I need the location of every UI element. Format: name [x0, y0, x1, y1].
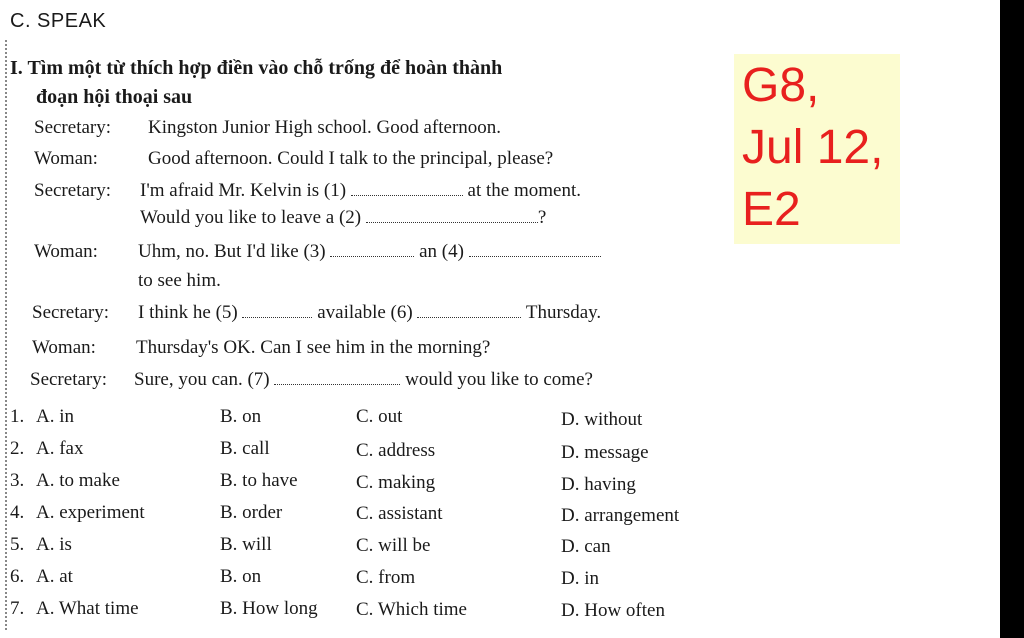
instruction-number: I.	[10, 57, 23, 79]
note-line-2: Jul 12,	[742, 121, 884, 174]
speaker: Secretary:	[30, 369, 108, 390]
option-num: 5.	[10, 534, 25, 555]
dialogue-text: Kingston Junior High school. Good afternoon.	[148, 117, 502, 138]
dialogue-line-9	[30, 369, 593, 391]
left-dotted-margin	[5, 40, 7, 630]
speaker: Secretary:	[32, 302, 110, 323]
option-a: A. experiment	[36, 502, 145, 523]
dialogue-line-6	[138, 270, 221, 292]
instruction	[10, 54, 710, 112]
option-c: C. making	[356, 472, 436, 493]
option-b: B. on	[220, 566, 262, 587]
option-a: A. What time	[36, 598, 139, 619]
blank-3	[330, 242, 414, 257]
option-a: A. is	[36, 534, 72, 555]
instruction-line2: đoạn hội thoại sau	[36, 86, 193, 108]
blank-4	[469, 242, 601, 257]
option-b: B. How long	[220, 598, 318, 619]
option-c: C. assistant	[356, 503, 443, 524]
option-b: B. to have	[220, 470, 298, 491]
blank-6	[417, 303, 521, 318]
dialogue-line-2	[34, 148, 553, 170]
note-line-1: G8,	[742, 59, 820, 112]
speaker: Woman:	[32, 337, 96, 358]
dialogue-text: Thursday's OK. Can I see him in the morning?	[136, 337, 491, 358]
option-a: A. in	[36, 406, 74, 427]
option-num: 2.	[10, 438, 25, 459]
option-num: 3.	[10, 470, 25, 491]
option-d: D. having	[561, 474, 636, 495]
option-num: 6.	[10, 566, 25, 587]
blank-5	[242, 303, 312, 318]
dialogue-line-8	[32, 337, 490, 359]
dialogue-line-7	[32, 302, 601, 324]
dialogue-text: Would you like to leave a (2)	[140, 207, 362, 228]
dialogue-text: Thursday.	[525, 302, 602, 323]
option-b: B. on	[220, 406, 262, 427]
option-num: 1.	[10, 406, 25, 427]
sticky-note	[734, 54, 900, 244]
dialogue-text: I think he (5)	[138, 302, 238, 323]
option-c: C. will be	[356, 535, 431, 556]
blank-7	[274, 370, 400, 385]
dialogue-text: Uhm, no. But I'd like (3)	[138, 241, 326, 262]
blank-2	[366, 208, 538, 223]
instruction-line1: Tìm một từ thích hợp điền vào chỗ trống để hoàn thành	[27, 57, 503, 79]
dialogue-text: available (6)	[317, 302, 413, 323]
option-b: B. call	[220, 438, 270, 459]
option-c: C. address	[356, 440, 436, 461]
dialogue-text: Good afternoon. Could I talk to the principal, please?	[148, 148, 554, 169]
speaker: Secretary:	[34, 180, 112, 201]
dialogue-text: an (4)	[419, 241, 464, 262]
option-c: C. from	[356, 567, 416, 588]
option-d: D. can	[561, 536, 611, 557]
dialogue-text: at the moment.	[467, 180, 581, 201]
note-line-3: E2	[742, 183, 801, 236]
option-a: A. at	[36, 566, 73, 587]
option-d: D. How often	[561, 600, 665, 621]
option-num: 7.	[10, 598, 25, 619]
option-b: B. will	[220, 534, 272, 555]
option-d: D. arrangement	[561, 505, 680, 526]
dialogue-line-4	[140, 207, 546, 229]
option-a: A. fax	[36, 438, 84, 459]
dialogue-line-5	[34, 241, 601, 263]
option-c: C. Which time	[356, 599, 467, 620]
blank-1	[351, 181, 463, 196]
speaker: Woman:	[34, 241, 98, 262]
dialogue-line-3	[34, 180, 581, 202]
dialogue-text: I'm afraid Mr. Kelvin is (1)	[140, 180, 347, 201]
option-num: 4.	[10, 502, 25, 523]
option-c: C. out	[356, 406, 403, 427]
dialogue-line-1	[34, 117, 501, 139]
dialogue-text: Sure, you can. (7)	[134, 369, 270, 390]
option-a: A. to make	[36, 470, 120, 491]
dialogue-text: would you like to come?	[405, 369, 593, 390]
speaker: Woman:	[34, 148, 98, 169]
option-d: D. without	[561, 409, 643, 430]
section-title: C. SPEAK	[10, 10, 107, 32]
option-d: D. message	[561, 442, 649, 463]
speaker: Secretary:	[34, 117, 112, 138]
option-b: B. order	[220, 502, 283, 523]
option-d: D. in	[561, 568, 599, 589]
dialogue-text: to see him.	[138, 270, 221, 291]
dialogue-text: ?	[537, 207, 547, 228]
